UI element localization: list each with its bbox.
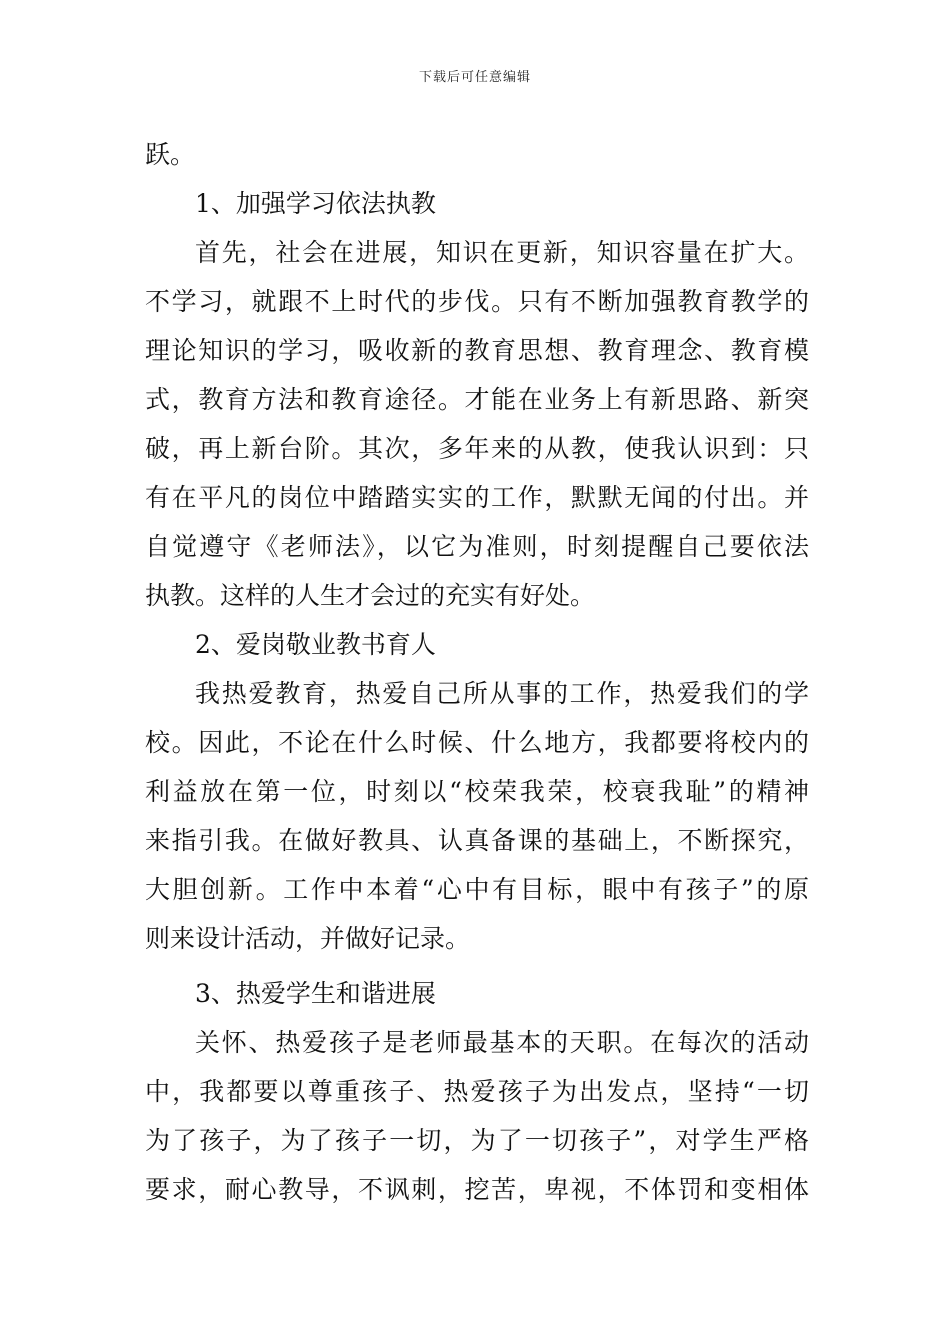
paragraph-line: 自觉遵守《老师法》，以它为准则，时刻提醒自己要依法: [145, 532, 809, 561]
paragraph-line: 大胆创新。工作中本着“心中有目标，眼中有孩子”的原: [145, 875, 809, 904]
paragraph-line: 来指引我。在做好教具、认真备课的基础上，不断探究，: [145, 826, 809, 855]
paragraph-line: 不学习，就跟不上时代的步伐。只有不断加强教育教学的: [145, 287, 809, 316]
paragraph-line: 首先，社会在进展，知识在更新，知识容量在扩大。: [195, 238, 809, 267]
paragraph-line: 校。因此，不论在什么时候、什么地方，我都要将校内的: [145, 728, 809, 757]
text-line: 跃。: [145, 140, 196, 169]
paragraph-line: 利益放在第一位，时刻以“校荣我荣，校衰我耻”的精神: [145, 777, 809, 806]
document-body: [145, 130, 809, 1214]
paragraph-line: 要求，耐心教导，不讽刺，挖苦，卑视，不体罚和变相体: [145, 1175, 809, 1204]
paragraph-line: 则来设计活动，并做好记录。: [145, 924, 471, 953]
paragraph-line: 破，再上新台阶。其次，多年来的从教，使我认识到：只: [145, 434, 809, 463]
section-heading-1: 1、加强学习依法执教: [195, 189, 436, 218]
paragraph-line: 为了孩子，为了孩子一切，为了一切孩子”，对学生严格: [145, 1126, 809, 1155]
paragraph-line: 理论知识的学习，吸收新的教育思想、教育理念、教育模: [145, 336, 809, 365]
paragraph-line: 我热爱教育，热爱自己所从事的工作，热爱我们的学: [195, 679, 809, 708]
paragraph-line: 有在平凡的岗位中踏踏实实的工作，默默无闻的付出。并: [145, 483, 809, 512]
paragraph-line: 式，教育方法和教育途径。才能在业务上有新思路、新突: [145, 385, 809, 414]
section-heading-3: 3、热爱学生和谐进展: [195, 979, 436, 1008]
paragraph-line: 中，我都要以尊重孩子、热爱孩子为出发点，坚持“一切: [145, 1077, 809, 1106]
paragraph-line: 关怀、热爱孩子是老师最基本的天职。在每次的活动: [195, 1028, 809, 1057]
paragraph-line: 执教。这样的人生才会过的充实有好处。: [145, 581, 596, 610]
page-header: 下载后可任意编辑: [418, 70, 531, 85]
section-heading-2: 2、爱岗敬业教书育人: [195, 630, 436, 659]
